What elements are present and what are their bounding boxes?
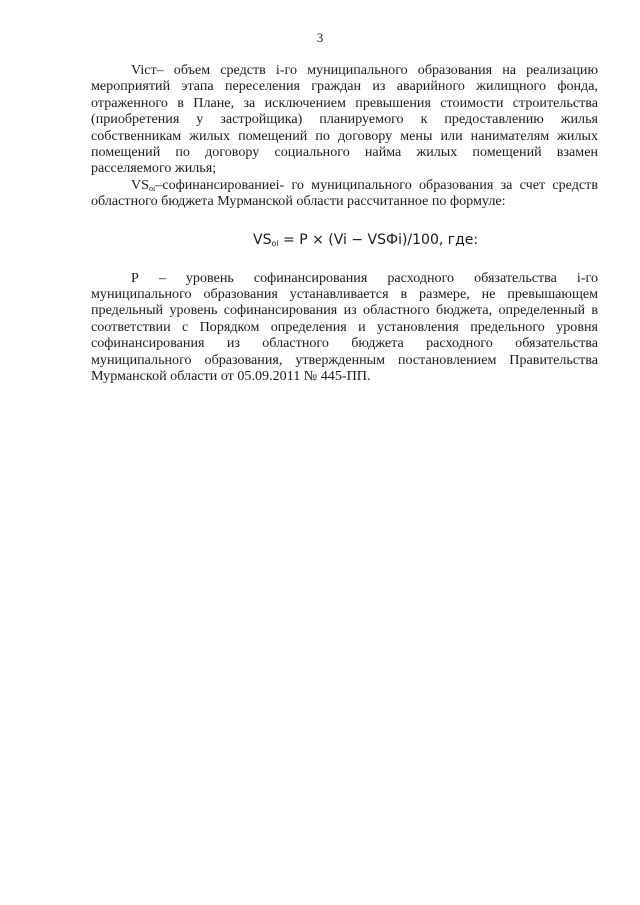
- formula-rhs: = P × (Vi − VSФi)/100,: [278, 231, 444, 248]
- formula: [91, 231, 598, 249]
- formula-lhs-subscript: oi: [271, 238, 279, 248]
- paragraph-vist-definition: Viст– объем средств i-го муниципального образования на реализацию мероприятий этапа переселения граждан из аварийного жилищного фонда, отраженного в Плане, за исключением превышения стоимости строительства (приобретения у застройщика) планируемого к предоставлению жилья собственникам жилых помещений по договору мены или нанимателям жилых помещений по договору социального найма жилых помещений взамен расселяемого жилья;: [91, 62, 598, 177]
- paragraph-vsoi-definition: [91, 177, 598, 210]
- paragraph-p-definition: Р – уровень софинансирования расходного обязательства i-го муниципального образования устанавливается в размере, не превышающем предельный уровень софинансирования из областного бюджета, определенный в соответствии с Порядком определения и установления предельного уровня софинансирования из областного бюджета расходного обязательства муниципального образования, утвержденным постановлением Правительства Мурманской области от 05.09.2011 № 445-ПП.: [91, 269, 598, 385]
- formula-lhs: VS: [253, 231, 272, 248]
- vs-symbol-subscript: oi: [149, 183, 156, 193]
- formula-suffix: где:: [443, 231, 479, 248]
- vsoi-definition-text: –софинансированиеi- го муниципального образования за счет средств областного бюджета Мурманской области рассчитанное по формуле:: [91, 176, 598, 210]
- document-body: [91, 62, 598, 385]
- page-number: 3: [316, 30, 324, 45]
- vs-symbol: VS: [131, 176, 150, 193]
